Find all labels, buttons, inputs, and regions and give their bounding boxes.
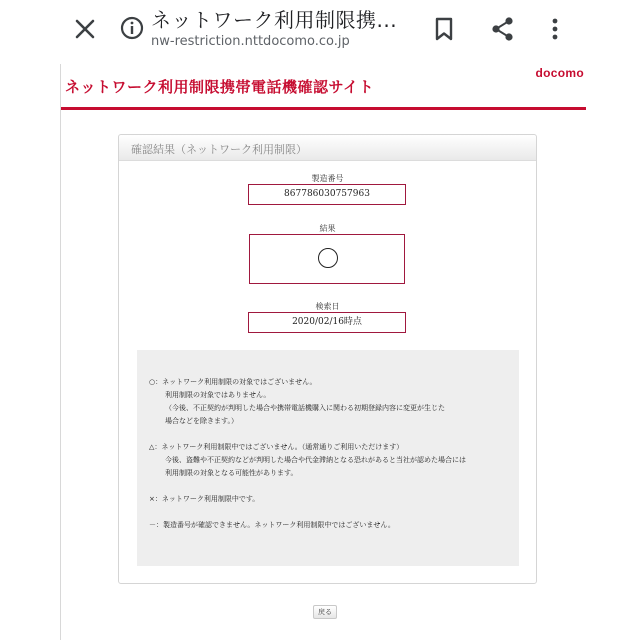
legend-dash-title: －：製造番号が確認できません。ネットワーク利用制限中ではございません。 — [149, 521, 395, 529]
legend-circle-title: ○：ネットワーク利用制限の対象ではございません。 — [149, 378, 317, 386]
legend-circle-text: （今後、不正契約が判明した場合や携帯電話機購入に関わる初期登録内容に変更が生じた — [165, 404, 445, 412]
serial-number-box: 867786030757963 — [248, 184, 406, 205]
legend-circle-text: 場合などを除きます。） — [165, 417, 238, 425]
web-page — [60, 64, 585, 640]
result-label: 結果 — [319, 224, 336, 233]
site-title: ネットワーク利用制限携帯電話機確認サイト — [65, 78, 374, 96]
legend-box — [137, 350, 519, 566]
info-icon[interactable] — [119, 15, 145, 41]
legend-circle-text: 利用制限の対象ではありません。 — [165, 391, 271, 399]
page-title: ネットワーク利用制限携... — [151, 8, 398, 32]
legend-triangle-title: △：ネットワーク利用制限中ではございません。（通常通りご利用いただけます） — [149, 443, 404, 451]
legend-triangle-text: 今後、盗難や不正契約などが判明した場合や代金滞納となる恐れがあると当社が認めた場合には — [165, 456, 466, 464]
close-icon[interactable] — [70, 14, 100, 44]
url-text[interactable]: nw-restriction.nttdocomo.co.jp — [151, 34, 350, 49]
result-circle-symbol — [318, 248, 338, 268]
result-box — [249, 234, 405, 284]
more-vert-icon[interactable] — [545, 14, 565, 44]
date-label: 検索日 — [315, 302, 340, 311]
panel-heading: 確認結果（ネットワーク利用制限） — [131, 143, 307, 156]
site-header — [61, 64, 586, 110]
share-icon[interactable] — [488, 14, 518, 44]
panel-header — [119, 135, 536, 161]
date-box: 2020/02/16時点 — [248, 312, 406, 333]
legend-cross-title: ×：ネットワーク利用制限中です。 — [149, 495, 260, 503]
result-panel — [118, 134, 537, 584]
docomo-logo[interactable]: docomo — [535, 66, 584, 80]
bookmark-icon[interactable] — [431, 14, 457, 44]
serial-label: 製造番号 — [311, 174, 344, 183]
legend-triangle-text: 利用制限の対象となる可能性があります。 — [165, 469, 298, 477]
back-button[interactable]: 戻る — [313, 605, 337, 619]
browser-toolbar — [0, 0, 640, 60]
